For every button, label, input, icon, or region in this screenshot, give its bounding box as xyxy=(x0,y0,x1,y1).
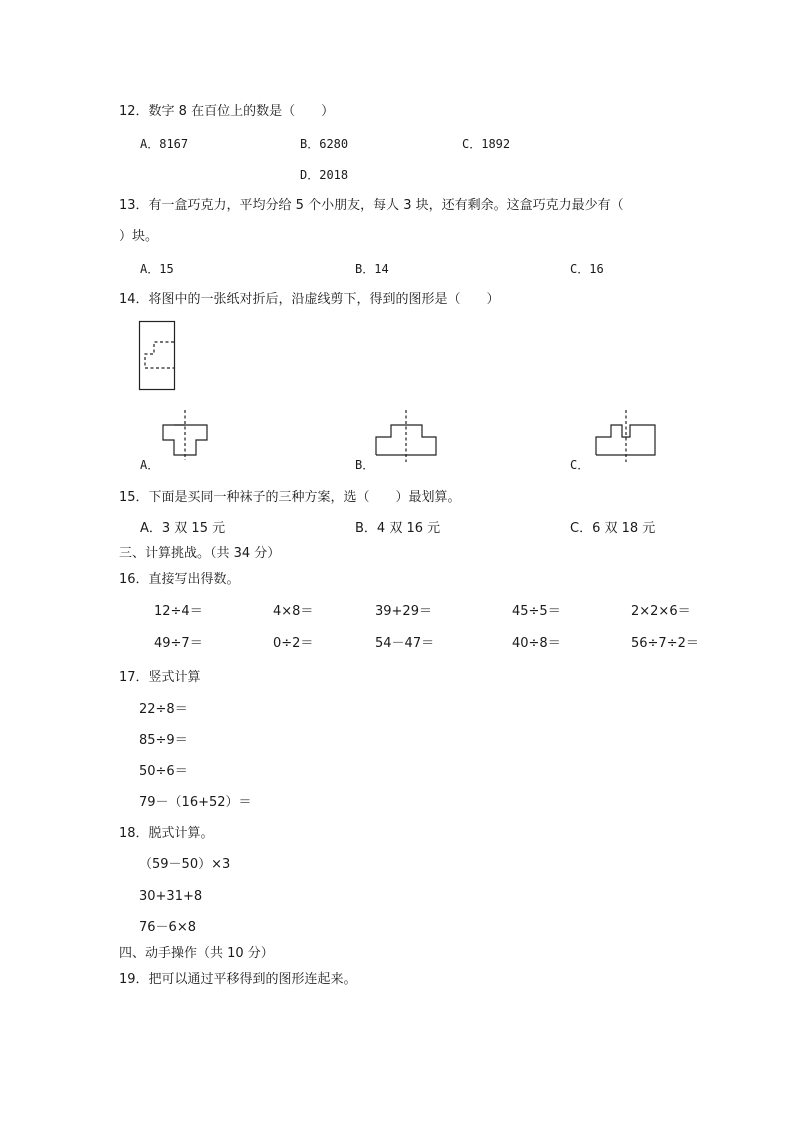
folded-paper-figure xyxy=(139,321,179,393)
q14-option-b-shape[interactable] xyxy=(376,410,438,460)
q12-option-c[interactable]: C．1892 xyxy=(462,137,511,151)
q14-option-a-shape[interactable] xyxy=(163,410,209,460)
section3-title: 三、计算挑战。（共 34 分） xyxy=(119,546,281,561)
q16-item: 0÷2＝ xyxy=(273,636,314,651)
q19-stem: 19．把可以通过平移得到的图形连起来。 xyxy=(119,972,357,987)
q16-item: 45÷5＝ xyxy=(512,604,561,619)
q15-option-c[interactable]: C．6 双 18 元 xyxy=(570,521,656,536)
q16-stem: 16．直接写出得数。 xyxy=(119,572,240,587)
q12-option-d[interactable]: D．2018 xyxy=(300,168,349,182)
q13-stem-line2: ）块。 xyxy=(119,229,159,244)
q17-item: 85÷9＝ xyxy=(139,733,188,748)
q16-item: 49÷7＝ xyxy=(154,636,203,651)
q18-item: 76－6×8 xyxy=(139,920,196,935)
q17-item: 22÷8＝ xyxy=(139,702,188,717)
q17-stem: 17．竖式计算 xyxy=(119,670,201,685)
q15-option-a[interactable]: A．3 双 15 元 xyxy=(140,521,226,536)
section4-title: 四、动手操作（共 10 分） xyxy=(119,946,274,961)
q17-item: 79－（16+52）＝ xyxy=(139,795,252,810)
q16-item: 40÷8＝ xyxy=(512,636,561,651)
q16-item: 54－47＝ xyxy=(375,636,435,651)
q15-stem: 15．下面是买同一种袜子的三种方案，选（ ）最划算。 xyxy=(119,490,461,505)
q12-option-a[interactable]: A．8167 xyxy=(140,137,189,151)
q14-option-c-shape[interactable] xyxy=(596,410,658,460)
q15-option-b[interactable]: B．4 双 16 元 xyxy=(355,521,441,536)
q14-stem: 14．将图中的一张纸对折后，沿虚线剪下，得到的图形是（ ） xyxy=(119,292,500,307)
q14-option-a-label[interactable]: A． xyxy=(140,458,160,472)
q16-item: 4×8＝ xyxy=(273,604,314,619)
q17-item: 50÷6＝ xyxy=(139,764,188,779)
q14-option-b-label[interactable]: B． xyxy=(355,458,375,472)
q14-option-c-label[interactable]: C． xyxy=(570,458,590,472)
q18-stem: 18．脱式计算。 xyxy=(119,826,214,841)
q13-option-b[interactable]: B．14 xyxy=(355,262,389,276)
q12-option-b[interactable]: B．6280 xyxy=(300,137,349,151)
q18-item: 30+31+8 xyxy=(139,889,203,904)
q18-item: （59－50）×3 xyxy=(139,857,231,872)
q16-item: 2×2×6＝ xyxy=(631,604,691,619)
q16-item: 12÷4＝ xyxy=(154,604,203,619)
q13-option-a[interactable]: A．15 xyxy=(140,262,174,276)
q13-option-c[interactable]: C．16 xyxy=(570,262,604,276)
q12-stem: 12．数字 8 在百位上的数是（ ） xyxy=(119,104,335,119)
q13-stem-line1: 13．有一盒巧克力，平均分给 5 个小朋友，每人 3 块，还有剩余。这盒巧克力最少有（ xyxy=(119,198,624,213)
q16-item: 39+29＝ xyxy=(375,604,432,619)
q16-item: 56÷7÷2＝ xyxy=(631,636,699,651)
